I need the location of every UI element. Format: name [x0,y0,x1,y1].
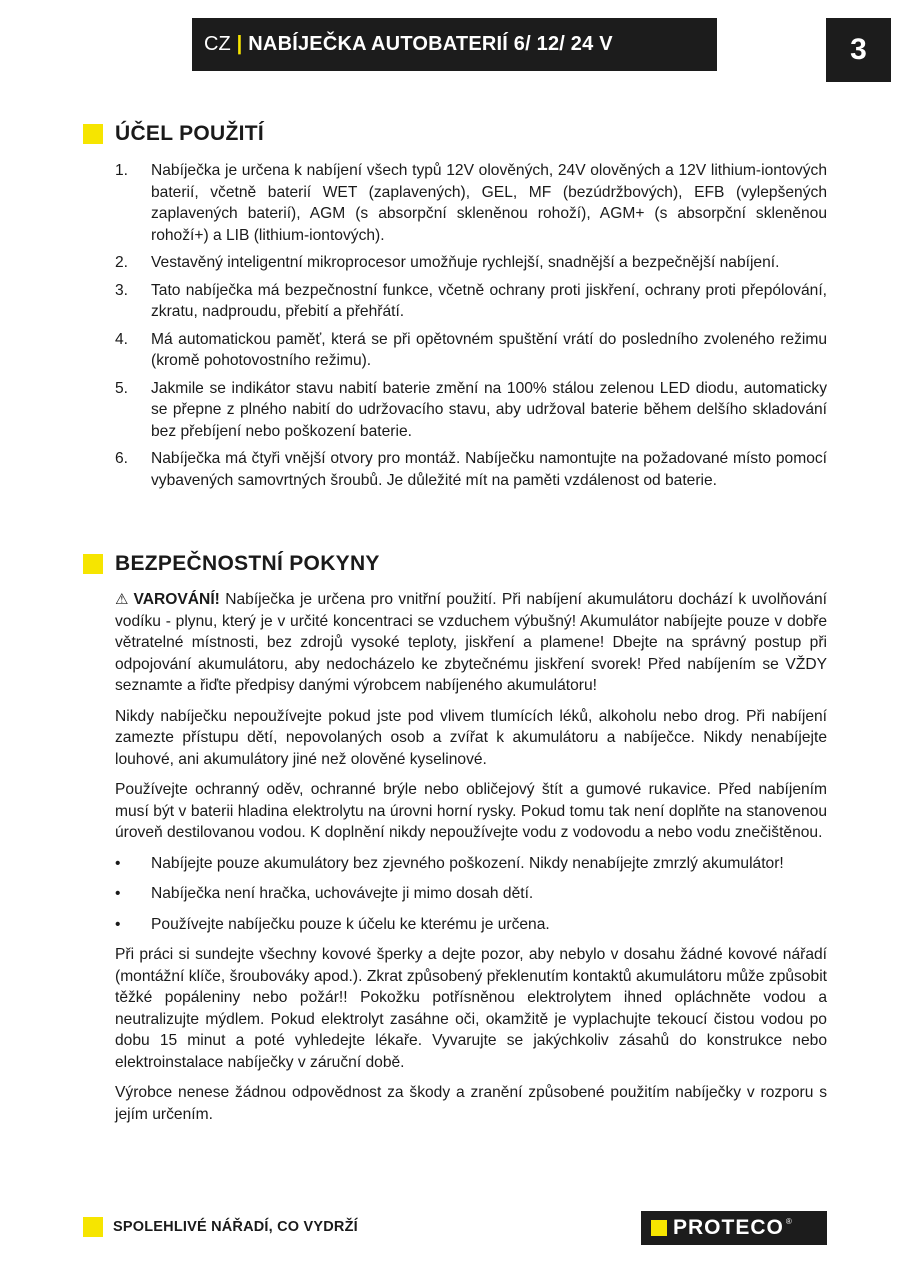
safety-paragraph: Používejte ochranný oděv, ochranné brýle nebo obličejový štít a gumové rukavice. Před nabíjením musí být v baterii hladina elektrolytu na úrovni horní rysky. Pokud tomu tak není doplňte na stanovenou úroveň destilovanou vodou. K doplnění nikdy nepoužívejte vodu z vodovodu a nebo vodu znečištěnou. [115,781,827,841]
list-item: • Nabíjejte pouze akumulátory bez zjevného poškození. Nikdy nenabíjejte zmrzlý akumulátor! [115,853,827,875]
yellow-square-icon [83,554,103,574]
section-heading-purpose [83,122,264,146]
yellow-square-icon [83,124,103,144]
purpose-list [115,160,827,491]
logo-square-icon [651,1220,667,1236]
list-item: • Používejte nabíječku pouze k účelu ke kterému je určena. [115,914,827,936]
bullet-icon: • [115,885,121,902]
safety-paragraph: Při práci si sundejte všechny kovové šperky a dejte pozor, aby nebylo v dosahu žádné kovové nářadí (montážní klíče, šroubováky apod.). Zkrat způsobený překlenutím kontaktů akumulátoru může způsobit těžké popáleniny nebo požár!! Pokožku potřísněnou elektrolytem ihned opláchněte vodou a neutralizujte mýdlem. Pokud elektrolyt zasáhne oči, okamžitě je vyplachujte tekoucí čistou vodou po dobu 15 minut a poté vyhledejte lékaře. Vyvarujte se jakýchkoliv zásahů do konstrukce nebo elektroinstalace nabíječky v záruční době. [115,946,827,1071]
list-item: 6. Nabíječka má čtyři vnější otvory pro montáž. Nabíječku namontujte na požadované místo pomocí vybavených samovrtných šroubů. Je důležité mít na paměti vzdálenost od baterie. [115,450,827,489]
safety-paragraph: Nikdy nabíječku nepoužívejte pokud jste pod vlivem tlumících léků, alkoholu nebo drog. Při nabíjení zamezte přístupu dětí, nepovolaných osob a zvířat k akumulátoru a nabíječce. Nikdy nenabíjejte louhové, ani akumulátory jiné než olověné kyselinové. [115,707,827,768]
proteco-logo [641,1211,827,1245]
warning-text: Nabíječka je určena pro vnitřní použití. Při nabíjení akumulátoru dochází k uvolňování vodíku - plynu, který je v určité koncentraci se vzduchem výbušný! Akumulátor nabíjejte pouze v dobře větratelné místnosti, bez zdrojů vysoké teploty, jiskření a plamene! Dbejte na správný postup při odpojování akumulátoru, aby nedocházelo ke zbytečnému jiskření svorek! Před nabíjením se VŽDY seznamte a řiďte předpisy danými výrobcem nabíjeného akumulátoru! [115,591,827,694]
list-item: • Nabíječka není hračka, uchovávejte ji mimo dosah dětí. [115,883,827,905]
purpose-section-body [115,160,827,497]
page-number: 3 [826,18,891,82]
slogan-text: SPOLEHLIVÉ NÁŘADÍ, CO VYDRŽÍ [113,1219,358,1235]
section-heading-text: ÚČEL POUŽITÍ [115,122,265,145]
logo-text: PROTECO [673,1216,784,1239]
yellow-square-icon [83,1217,103,1237]
registered-mark: ® [785,1217,792,1226]
document-title-bar [192,18,717,71]
warning-triangle-icon: ⚠ [115,591,130,608]
title-separator: | [236,33,243,55]
safety-bullet-list [115,853,827,936]
list-item: 3. Tato nabíječka má bezpečnostní funkce, včetně ochrany proti jiskření, ochrany proti přepólování, zkratu, nadproudu, přebití a přehřátí. [115,281,827,320]
section-heading-text: BEZPEČNOSTNÍ POKYNY [115,552,380,575]
language-code: CZ [204,33,231,55]
list-item: 4. Má automatickou paměť, která se při opětovném spuštění vrátí do posledního zvoleného režimu (kromě pohotovostního režimu). [115,330,827,369]
safety-paragraph: Výrobce nenese žádnou odpovědnost za škody a zranění způsobené použitím nabíječky v rozporu s jejím určením. [115,1084,827,1123]
safety-section-body [115,589,827,1134]
warning-paragraph [115,589,827,697]
section-heading-safety [83,552,380,576]
list-item: 2. Vestavěný inteligentní mikroprocesor umožňuje rychlejší, snadnější a bezpečnější nabíjení. [115,254,780,271]
bullet-icon: • [115,915,121,933]
bullet-icon: • [115,854,121,872]
warning-label: VAROVÁNÍ! [133,591,220,608]
list-item: 5. Jakmile se indikátor stavu nabití baterie změní na 100% stálou zelenou LED diodu, automaticky se přepne z plného nabití do udržovacího stavu, aby udržoval baterie během delšího skladování bez přebíjení nebo poškození baterie. [115,379,827,440]
footer-slogan [83,1217,358,1237]
list-item: 1. Nabíječka je určena k nabíjení všech typů 12V olověných, 24V olověných a 12V lithium-iontových baterií, včetně baterií WET (zaplavených), GEL, MF (bezúdržbových), EFB (vylepšených zaplavených baterií), AGM (s absorpční skleněnou rohoží), AGM+ (s absorpční skleněnou rohoží+) a LIB (lithium-iontových). [115,162,827,244]
document-title: NABÍJEČKA AUTOBATERIÍ 6/ 12/ 24 V [248,33,613,55]
